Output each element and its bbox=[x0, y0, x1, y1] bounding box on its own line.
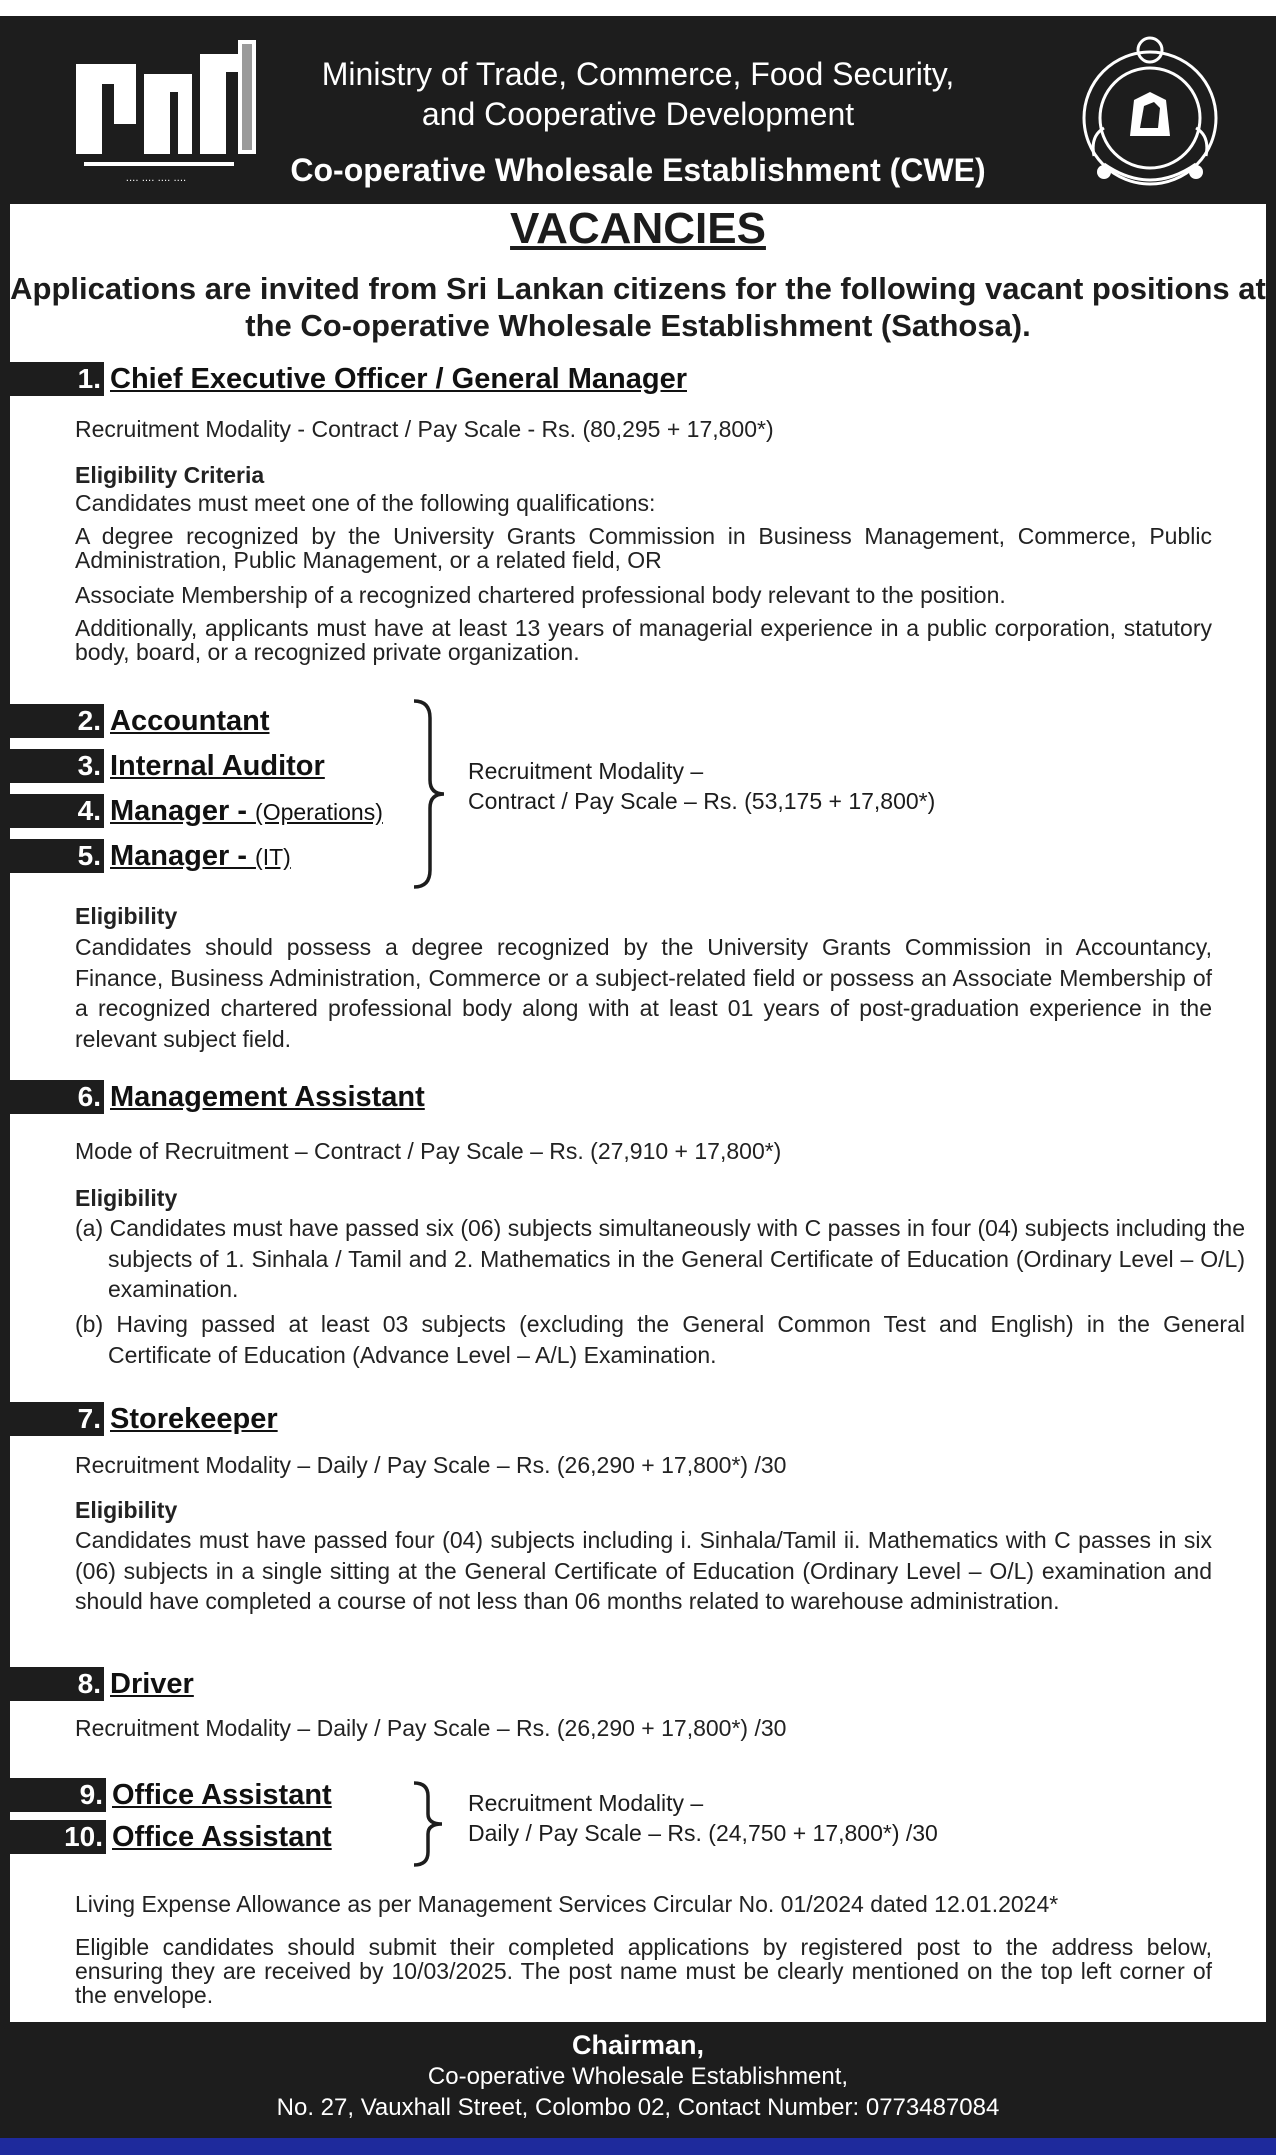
organization-name: Co-operative Wholesale Establishment (CWE) bbox=[290, 152, 986, 188]
modality-8: Recruitment Modality – Daily / Pay Scale – Rs. (26,290 + 17,800*) /30 bbox=[75, 1715, 787, 1741]
position-title-4-sub: (Operations) bbox=[255, 799, 383, 825]
position-number-9: 9. bbox=[10, 1778, 106, 1812]
position-title-5 bbox=[110, 840, 291, 873]
position-title-5-main: Manager - bbox=[110, 840, 247, 872]
eligibility-item-b: (b) Having passed at least 03 subjects (excluding the General Common Test and English) in the General Certificate of Education (Advance Level – A/L) Examination. bbox=[75, 1311, 1245, 1368]
content-panel bbox=[10, 204, 1266, 2022]
allowance-asterisk: * bbox=[1049, 1891, 1059, 1917]
eligibility-heading-7: Eligibility bbox=[75, 1497, 178, 1523]
eligibility-text-7: Candidates must have passed four (04) subjects including i. Sinhala/Tamil ii. Mathematics with C passes in six (06) subjects in a single sitting at the General Certificate of Education (Ordinary Level – O/L) examination and should have completed a course of not less than 06 months related to warehouse administration. bbox=[75, 1527, 1212, 1614]
group-brace-9-10 bbox=[410, 1780, 450, 1868]
position-title-3: Internal Auditor bbox=[110, 750, 325, 782]
position-title-4 bbox=[110, 795, 383, 828]
position-number-3: 3. bbox=[10, 749, 104, 783]
position-title-7: Storekeeper bbox=[110, 1403, 278, 1435]
bottom-strip bbox=[0, 2138, 1276, 2155]
page-title: VACANCIES bbox=[510, 204, 766, 253]
eligibility-heading-2-5: Eligibility bbox=[75, 903, 178, 929]
position-title-10: Office Assistant bbox=[112, 1821, 332, 1853]
position-number-10: 10. bbox=[10, 1820, 106, 1854]
position-number-1: 1. bbox=[10, 362, 104, 396]
modality-7: Recruitment Modality – Daily / Pay Scale – Rs. (26,290 + 17,800*) /30 bbox=[75, 1452, 787, 1478]
position-number-5: 5. bbox=[10, 839, 104, 873]
position-title-6: Management Assistant bbox=[110, 1081, 425, 1113]
footer-addressee: Chairman, bbox=[571, 2030, 705, 2060]
allowance-note-text: Living Expense Allowance as per Management Services Circular No. 01/2024 dated 12.01.2024 bbox=[75, 1891, 1050, 1917]
eligibility-text-2-5: Candidates should possess a degree recognized by the University Grants Commission in Accountancy, Finance, Business Administration, Commerce or a subject-related field or possess an Associate Membership of a recognized chartered professional body along with at least 01 years of post-graduation experience in the relevant subject field. bbox=[75, 934, 1212, 1052]
footer-organization: Co-operative Wholesale Establishment, bbox=[427, 2063, 849, 2090]
position-number-7: 7. bbox=[10, 1402, 104, 1436]
group-brace-2-5 bbox=[410, 698, 450, 890]
criteria-item-3: Additionally, applicants must have at least 13 years of managerial experience in a public corporation, statutory body, board, or a recognized private organization. bbox=[75, 615, 1212, 665]
modality-9-10-line2: Daily / Pay Scale – Rs. (24,750 + 17,800*) /30 bbox=[468, 1820, 938, 1846]
svg-text:···· ···· ···· ····: ···· ···· ···· ···· bbox=[125, 176, 187, 187]
modality-1: Recruitment Modality - Contract / Pay Scale - Rs. (80,295 + 17,800*) bbox=[75, 416, 774, 442]
criteria-item-1: A degree recognized by the University Grants Commission in Business Management, Commerce, Public Administration, Public Management, or a related field, OR bbox=[75, 523, 1212, 573]
position-title-9: Office Assistant bbox=[112, 1779, 332, 1811]
position-title-2: Accountant bbox=[110, 705, 270, 737]
position-number-4: 4. bbox=[10, 794, 104, 828]
position-number-8: 8. bbox=[10, 1667, 104, 1701]
eligibility-item-a: (a) Candidates must have passed six (06) subjects simultaneously with C passes in four (04) subjects including the subjects of 1. Sinhala / Tamil and 2. Mathematics in the General Certificate of Education (Ordinary Level – O/L) examination. bbox=[75, 1215, 1245, 1302]
sathosa-logo bbox=[74, 34, 264, 194]
allowance-note bbox=[75, 1892, 1212, 1916]
ministry-line-1: Ministry of Trade, Commerce, Food Security, bbox=[321, 56, 955, 92]
position-title-5-sub: (IT) bbox=[255, 844, 291, 870]
modality-2-5-line2: Contract / Pay Scale – Rs. (53,175 + 17,800*) bbox=[468, 788, 936, 814]
criteria-item-2: Associate Membership of a recognized chartered professional body relevant to the position. bbox=[75, 582, 1006, 608]
position-number-6: 6. bbox=[10, 1080, 104, 1114]
submission-note: Eligible candidates should submit their completed applications by registered post to the address below, ensuring they are received by 10/03/2025. The post name must be clearly mentioned on the top left corner of the envelope. bbox=[75, 1934, 1212, 2008]
position-title-4-main: Manager - bbox=[110, 795, 247, 827]
eligibility-heading-6: Eligibility bbox=[75, 1185, 178, 1211]
position-title-8: Driver bbox=[110, 1668, 194, 1700]
modality-9-10-line1: Recruitment Modality – bbox=[468, 1790, 704, 1816]
ministry-line-2: and Cooperative Development bbox=[421, 96, 855, 132]
criteria-intro-1: Candidates must meet one of the following qualifications: bbox=[75, 490, 656, 516]
modality-2-5-line1: Recruitment Modality – bbox=[468, 758, 704, 784]
intro-text: Applications are invited from Sri Lankan citizens for the following vacant positions at the Co-operative Wholesale Establishment (Sathosa). bbox=[10, 271, 1266, 343]
position-title-1: Chief Executive Officer / General Manager bbox=[110, 363, 687, 395]
criteria-heading-1: Eligibility Criteria bbox=[75, 462, 265, 488]
modality-6: Mode of Recruitment – Contract / Pay Scale – Rs. (27,910 + 17,800*) bbox=[75, 1138, 782, 1164]
position-number-2: 2. bbox=[10, 704, 104, 738]
sri-lanka-emblem bbox=[1074, 36, 1226, 196]
footer-address: No. 27, Vauxhall Street, Colombo 02, Contact Number: 0773487084 bbox=[276, 2094, 1000, 2121]
